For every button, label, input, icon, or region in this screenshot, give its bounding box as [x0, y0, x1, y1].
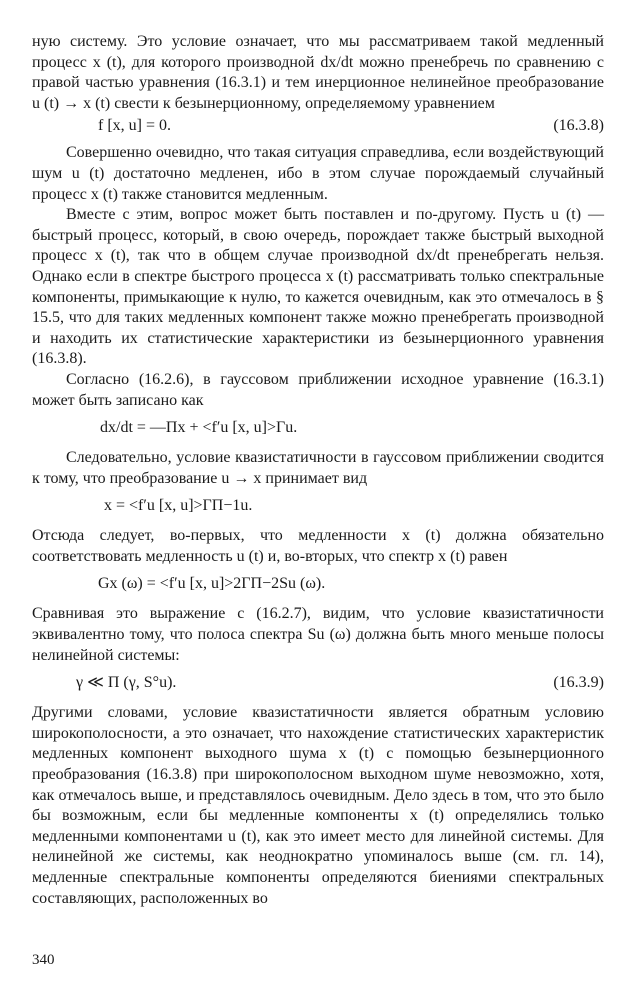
equation-16-3-8	[32, 116, 604, 137]
paragraph-6: Отсюда следует, во-первых, что медленности x (t) должна обязательно соответствовать медленность u (t) и, во-вторых, что спектр x (t) равен	[32, 527, 604, 565]
equation-16-3-9	[32, 673, 604, 694]
equation-transform	[32, 496, 604, 517]
paragraph-8: Другими словами, условие квазистатичности является обратным условию широкополосности, а это означает, что нахождение статистических характеристик медленных компонент выходного шума x (t) с помощью безынерционного преобразования (16.3.8) при широкополосном выходном шуме невозможно, хотя, как отмечалось выше, и представлялось очевидным. Дело здесь в том, что это было бы возможным, если бы медленные компоненты x (t) определялись только медленными компонентами u (t), как это имеет место для линейной системы. Для нелинейной же системы, как неоднократно упоминалось выше (см. гл. 14), медленные спектральные компоненты определяются биениями спектральных составляющих, расположенных во	[32, 704, 604, 907]
paragraph-5: Следовательно, условие квазистатичности в гауссовом приближении сводится к тому, что преобразование u → x принимает вид	[32, 449, 604, 487]
equation-gaussian-approx	[32, 418, 604, 439]
page-body	[32, 32, 604, 909]
equation-spectrum	[32, 574, 604, 595]
equation-number: (16.3.9)	[553, 674, 604, 692]
paragraph-3: Вместе с этим, вопрос может быть поставлен и по-другому. Пусть u (t) — быстрый процесс, который, в свою очередь, порождает также быстрый выходной процесс x (t), так что в общем случае производной dx/dt пренебрегать нельзя. Однако если в спектре быстрого процесса x (t) рассматривать только спектральные компоненты, примыкающие к нулю, то кажется очевидным, как это отмечалось в § 15.5, что для таких медленных компонент также можно пренебрегать производной и находить их статистические характеристики из безынерционного уравнения (16.3.8).	[32, 206, 604, 368]
page-number: 340	[32, 952, 55, 968]
equation-formula: dx/dt = —Πx + <f′u [x, u]>Γu.	[100, 419, 298, 437]
paragraph-2: Совершенно очевидно, что такая ситуация справедлива, если воздействующий шум u (t) достаточно медленен, ибо в этом случае порождаемый случайный процесс x (t) также становится медленным.	[32, 144, 604, 203]
equation-formula: x = <f′u [x, u]>ΓΠ−1u.	[104, 497, 253, 515]
paragraph-7: Сравнивая это выражение с (16.2.7), видим, что условие квазистатичности эквивалентно тому, что полоса спектра Su (ω) должна быть много меньше полосы нелинейной системы:	[32, 605, 604, 664]
equation-formula: f [x, u] = 0.	[98, 117, 172, 135]
equation-formula: Gx (ω) = <f′u [x, u]>2ΓΠ−2Su (ω).	[98, 575, 326, 593]
equation-formula: γ ≪ Π (γ, S°u).	[76, 674, 177, 692]
paragraph-4: Согласно (16.2.6), в гауссовом приближении исходное уравнение (16.3.1) может быть записано как	[32, 370, 604, 409]
paragraph-1: ную систему. Это условие означает, что мы рассматриваем такой медленный процесс x (t), для которого производной dx/dt можно пренебречь по сравнению с правой частью уравнения (16.3.1) и тем инерционное нелинейное преобразование u (t) → x (t) свести к безынерционному, определяемому уравнением	[32, 33, 604, 112]
equation-number: (16.3.8)	[553, 117, 604, 135]
